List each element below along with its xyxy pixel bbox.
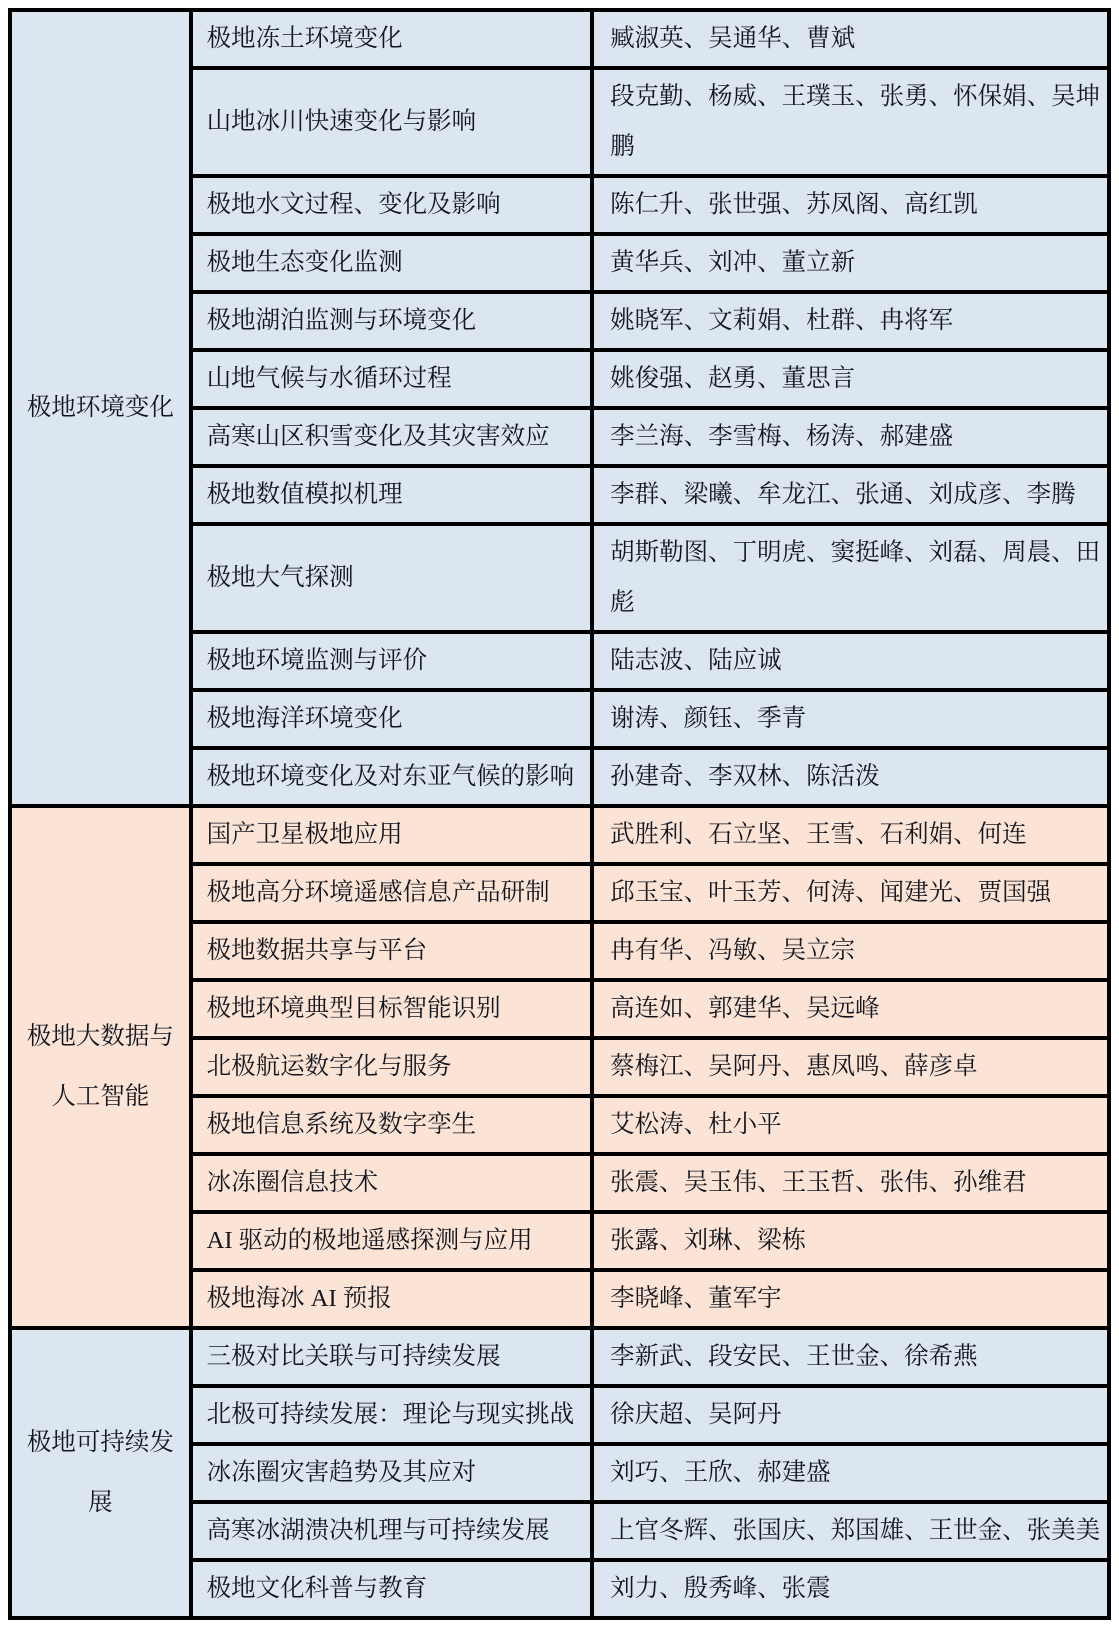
session-topic-cell: 山地冰川快速变化与影响	[191, 68, 592, 176]
conveners-cell: 李兰海、李雪梅、杨涛、郝建盛	[592, 408, 1109, 466]
session-topic-cell: 极地信息系统及数字孪生	[191, 1096, 592, 1154]
session-topic-cell: 三极对比关联与可持续发展	[191, 1328, 592, 1386]
conveners-cell: 臧淑英、吴通华、曹斌	[592, 10, 1109, 68]
table-row	[10, 10, 1109, 68]
session-topic-cell: 极地环境监测与评价	[191, 632, 592, 690]
conveners-cell: 姚晓军、文莉娟、杜群、冉将军	[592, 292, 1109, 350]
conveners-cell: 徐庆超、吴阿丹	[592, 1386, 1109, 1444]
conveners-cell: 黄华兵、刘冲、董立新	[592, 234, 1109, 292]
session-topic-cell: 极地大气探测	[191, 524, 592, 632]
conveners-cell: 段克勤、杨威、王璞玉、张勇、怀保娟、吴坤鹏	[592, 68, 1109, 176]
table-row	[10, 1328, 1109, 1386]
conveners-cell: 刘力、殷秀峰、张震	[592, 1560, 1109, 1618]
conveners-cell: 陈仁升、张世强、苏凤阁、高红凯	[592, 176, 1109, 234]
conveners-cell: 张震、吴玉伟、王玉哲、张伟、孙维君	[592, 1154, 1109, 1212]
session-topic-cell: 极地湖泊监测与环境变化	[191, 292, 592, 350]
conveners-cell: 李新武、段安民、王世金、徐希燕	[592, 1328, 1109, 1386]
session-topic-cell: AI 驱动的极地遥感探测与应用	[191, 1212, 592, 1270]
session-topic-cell: 极地海洋环境变化	[191, 690, 592, 748]
conveners-cell: 李晓峰、董军宇	[592, 1270, 1109, 1328]
session-topic-cell: 北极航运数字化与服务	[191, 1038, 592, 1096]
session-table	[8, 8, 1111, 1620]
session-topic-cell: 极地环境典型目标智能识别	[191, 980, 592, 1038]
session-topic-cell: 高寒山区积雪变化及其灾害效应	[191, 408, 592, 466]
session-topic-cell: 极地环境变化及对东亚气候的影响	[191, 748, 592, 806]
conveners-cell: 高连如、郭建华、吴远峰	[592, 980, 1109, 1038]
session-topic-cell: 极地文化科普与教育	[191, 1560, 592, 1618]
group-polar-sustainable-development	[10, 1328, 1109, 1618]
conveners-cell: 姚俊强、赵勇、董思言	[592, 350, 1109, 408]
session-topic-cell: 极地海冰 AI 预报	[191, 1270, 592, 1328]
conveners-cell: 胡斯勒图、丁明虎、窦挺峰、刘磊、周晨、田彪	[592, 524, 1109, 632]
conveners-cell: 陆志波、陆应诚	[592, 632, 1109, 690]
conveners-cell: 冉有华、冯敏、吴立宗	[592, 922, 1109, 980]
conveners-cell: 邱玉宝、叶玉芳、何涛、闻建光、贾国强	[592, 864, 1109, 922]
session-topic-cell: 国产卫星极地应用	[191, 806, 592, 864]
group-label-polar-bigdata-ai: 极地大数据与人工智能	[10, 806, 191, 1328]
session-topic-cell: 北极可持续发展：理论与现实挑战	[191, 1386, 592, 1444]
group-polar-bigdata-ai	[10, 806, 1109, 1328]
conveners-cell: 上官冬辉、张国庆、郑国雄、王世金、张美美	[592, 1502, 1109, 1560]
conveners-cell: 武胜利、石立坚、王雪、石利娟、何连	[592, 806, 1109, 864]
session-topic-cell: 极地生态变化监测	[191, 234, 592, 292]
conveners-cell: 孙建奇、李双林、陈活泼	[592, 748, 1109, 806]
session-topic-cell: 极地数值模拟机理	[191, 466, 592, 524]
session-topic-cell: 山地气候与水循环过程	[191, 350, 592, 408]
group-label-polar-environment-change: 极地环境变化	[10, 10, 191, 806]
conveners-cell: 张露、刘琳、梁栋	[592, 1212, 1109, 1270]
conveners-cell: 刘巧、王欣、郝建盛	[592, 1444, 1109, 1502]
session-topic-cell: 极地高分环境遥感信息产品研制	[191, 864, 592, 922]
group-label-polar-sustainable-development: 极地可持续发展	[10, 1328, 191, 1618]
session-topic-cell: 冰冻圈灾害趋势及其应对	[191, 1444, 592, 1502]
session-topic-cell: 极地水文过程、变化及影响	[191, 176, 592, 234]
conveners-cell: 艾松涛、杜小平	[592, 1096, 1109, 1154]
session-topic-cell: 高寒冰湖溃决机理与可持续发展	[191, 1502, 592, 1560]
conveners-cell: 李群、梁曦、牟龙江、张通、刘成彦、李腾	[592, 466, 1109, 524]
session-topic-cell: 冰冻圈信息技术	[191, 1154, 592, 1212]
conveners-cell: 蔡梅江、吴阿丹、惠凤鸣、薛彦卓	[592, 1038, 1109, 1096]
session-topic-cell: 极地冻土环境变化	[191, 10, 592, 68]
group-polar-environment-change	[10, 10, 1109, 806]
conveners-cell: 谢涛、颜钰、季青	[592, 690, 1109, 748]
table-row	[10, 806, 1109, 864]
session-topic-cell: 极地数据共享与平台	[191, 922, 592, 980]
